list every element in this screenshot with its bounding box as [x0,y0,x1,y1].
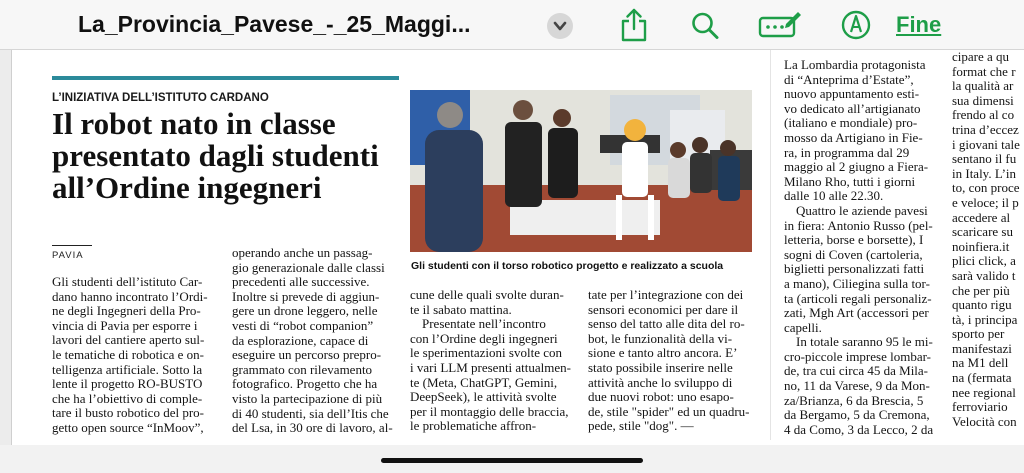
text-line: Quattro le aziende pavesi [796,203,928,218]
reader-toolbar [0,0,1024,50]
text-line: cipare a qu [952,50,1010,64]
text-line: le sperimentazioni svolte con [410,346,562,361]
text-line: Presentate nell’incontro [422,317,546,332]
text-line: frendo al co [952,108,1015,123]
text-line: lente il progetto RO-BUSTO [52,377,203,392]
chevron-down-glyph [547,13,573,39]
text-line: za/Brianza, 6 da Brescia, 5 [784,393,924,408]
text-line: la qualità ar [952,79,1014,94]
text-line: i vari LLM presenti attualmen- [410,360,572,375]
document-title[interactable]: La_Provincia_Pavese_-_25_Maggi... [78,11,471,37]
text-line: da Bergamo, 5 da Cremona, [784,408,930,423]
text-line: te (Meta, ChatGPT, Gemini, [410,375,558,390]
chevron-down-icon[interactable] [547,13,573,39]
text-line: DeepSeek), le attività svolte [410,390,557,405]
text-line: vesti di “robot companion” [232,318,374,333]
text-line: vincia di Pavia per esporre i [52,318,198,333]
text-line: na M1 dell [952,356,1009,371]
text-line: precedenti alle successive. [232,275,370,290]
text-line: Gli studenti dell’istituto Car- [52,275,203,289]
text-line: no, 11 da Varese, 9 da Mon- [784,379,930,394]
text-line: eseguire un percorso prepro- [232,348,382,363]
text-line: accedere al [952,210,1011,225]
text-line: di 40 studenti, sia dell’Itis che [232,406,389,421]
text-line: sarà valido t [952,268,1016,283]
text-line: visto la partecipazione di più [232,391,383,406]
article-column-4 [588,288,754,434]
text-line: gere un drone leggero, nelle [232,304,378,319]
text-line: lavori del cantiere aperto sul- [52,333,205,348]
photo-caption: Gli studenti con il torso robotico progetto e realizzato a scuola [411,260,724,272]
text-line: del Lsa, in 30 ore di lavoro, al- [232,421,393,436]
text-line: nee regional [952,385,1016,400]
home-indicator[interactable] [381,458,643,463]
text-line: (italiano e mondiale) pro- [784,116,918,131]
headline-line: presentato dagli studenti [52,138,379,173]
text-line: sione e tanto altro ancora. E’ [588,346,738,361]
text-line: sensori economici per dare il [588,302,739,317]
text-line: nuovo appuntamento esti- [784,87,920,102]
text-line: le tematiche di robotica e on- [52,347,204,362]
text-line: sentano il fu [952,152,1017,167]
text-line: in Italy. L’in [952,166,1017,181]
headline-line: Il robot nato in classe [52,106,336,141]
text-line: na (fermata [952,371,1012,386]
text-line: te il sabato mattina. [410,302,512,317]
text-line: tà, i principa [952,312,1018,327]
text-line: senso del tatto alle dita del ro- [588,317,745,332]
share-icon[interactable] [619,8,649,42]
text-line: mosso da Artigiano in Fie- [784,130,923,145]
article-column-2 [232,246,400,436]
text-line: de, stile "spider" ed un quadru- [588,404,750,419]
text-line: format che r [952,64,1016,79]
text-line: ta (articoli regali personaliz- [784,291,932,306]
markup-icon[interactable] [840,8,872,42]
text-line: capelli. [784,320,822,335]
dateline-rule [52,245,92,246]
text-line: che ha l’obiettivo di comple- [52,391,203,406]
done-button[interactable]: Fine [896,12,942,37]
text-line: a mano), Ciliegina sulla tor- [784,276,930,291]
text-line: letteria, borse e borsette), I [784,233,924,248]
text-line: tare il busto robotico del pro- [52,406,204,421]
text-line: Velocità con [952,414,1017,429]
text-line: telligenza artificiale. Sotto la [52,362,203,377]
side-article-column [784,58,944,437]
text-line: dano hanno incontrato l’Ordi- [52,289,208,304]
text-line: attività anche lo sviluppo di [588,375,733,390]
column-divider [770,50,771,440]
text-line: di “Anteprima d’Estate”, [784,72,914,87]
text-line: de, tra cui circa 45 da Mila- [784,364,929,379]
search-icon[interactable] [690,8,720,42]
text-line: che per più [952,283,1010,298]
text-line: getto open source “InMoov”, [52,420,204,435]
text-line: to, con proce [952,181,1020,196]
text-line: sporto per [952,327,1005,342]
text-line: manifestazi [952,341,1012,356]
text-line: in fiera: Antonio Russo (pel- [784,218,933,233]
text-line: Inoltre si prevede di aggiun- [232,289,380,304]
text-line: sua dimensi [952,93,1014,108]
text-line: con l’Ordine degli ingegneri [410,331,558,346]
article-kicker: L’INIZIATIVA DELL’ISTITUTO CARDANO [52,92,269,104]
text-line: La Lombardia protagonista [784,58,926,72]
text-line: trina d’eccez [952,122,1019,137]
text-line: da esplorazione, capace di [232,333,369,348]
text-line: sogni di Coven (cartoleria, [784,247,923,262]
text-line: biglietti personalizzati fatti [784,262,925,277]
text-line: i giovani tale [952,137,1020,152]
text-line: scaricare su [952,225,1013,240]
classroom-scene-image [410,90,752,252]
text-line: cune delle quali svolte duran- [410,288,564,302]
annotate-icon[interactable] [758,8,802,42]
text-line: vo dedicato all’artigianato [784,101,921,116]
newspaper-page[interactable] [0,50,1024,445]
article-column-3 [410,288,578,434]
text-line: bot, le funzionalità della vi- [588,331,733,346]
text-line: dalle 10 alle 22.30. [784,189,884,204]
text-line: noinfiera.it [952,239,1010,254]
text-line: fotografico. Progetto che ha [232,377,378,392]
dateline: PAVIA [52,250,84,261]
text-line: e veloce; il p [952,195,1019,210]
text-line: In totale saranno 95 le mi- [796,335,933,350]
headline-line: all’Ordine ingegneri [52,170,322,205]
article-column-1 [52,275,222,436]
text-line: quanto rigu [952,298,1012,313]
side-article-column-cut [952,50,1024,429]
text-line: stato possibile inserire nelle [588,360,733,375]
text-line: ferroviario [952,400,1008,415]
text-line: per il montaggio delle braccia, [410,404,569,419]
section-rule [52,76,399,80]
text-line: ne degli Ingegneri della Pro- [52,304,201,319]
text-line: le problematiche affron- [410,419,537,434]
text-line: gio generazionale dalle classi [232,260,385,275]
text-line: due nuovi robot: uno esapo- [588,390,734,405]
text-line: maggio al 2 giugno a Fiera- [784,160,929,175]
text-line: grammato con rilevamento [232,362,373,377]
text-line: cro-piccole imprese lombar- [784,349,932,364]
text-line: plici click, a [952,254,1016,269]
article-photo [410,90,752,252]
page-edge [0,50,12,445]
text-line: 4 da Como, 3 da Lecco, 2 da [784,422,934,437]
text-line: zati, Mgh Art (accessori per [784,306,929,321]
text-line: Milano Rho, tutti i giorni [784,174,916,189]
text-line: ra, in programma dal 29 [784,145,910,160]
text-line: pede, stile "dog". — [588,419,694,434]
text-line: operando anche un passag- [232,246,373,260]
text-line: tate per l’integrazione con dei [588,288,744,302]
article-headline [52,108,402,204]
